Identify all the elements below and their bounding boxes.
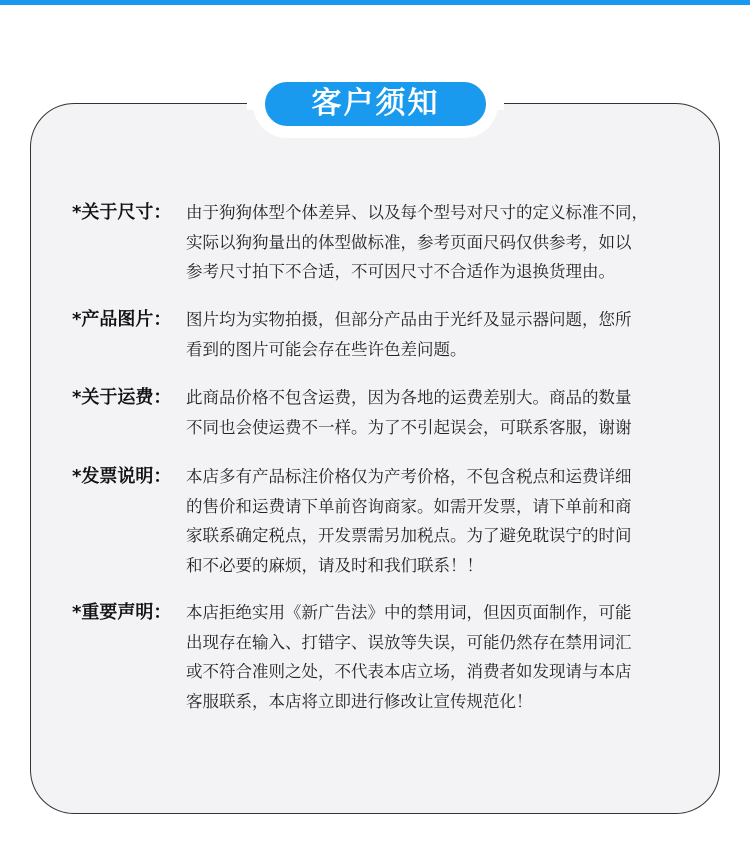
section-line: 本店拒绝实用《新广告法》中的禁用词，但因页面制作，可能	[186, 603, 632, 622]
section-body	[186, 383, 692, 442]
title-badge	[259, 76, 492, 132]
section-body	[186, 598, 692, 716]
section-line: 实际以狗狗量出的体型做标准，参考页面尺码仅供参考，如以	[186, 232, 632, 252]
section-shipping	[72, 383, 692, 442]
section-line: 和不必要的麻烦，请及时和我们联系！！	[186, 555, 483, 575]
section-line: 客服联系，本店将立即进行修改让宣传规范化！	[186, 691, 533, 711]
section-invoice	[72, 462, 692, 580]
section-line: 或不符合准则之处，不代表本店立场，消费者如发现请与本店	[186, 662, 632, 681]
section-product-images	[72, 305, 692, 364]
section-size	[72, 198, 692, 287]
section-line: 的售价和运费请下单前咨询商家。如需开发票，请下单前和商	[186, 496, 632, 516]
section-line: 此商品价格不包含运费，因为各地的运费差别大。商品的数量	[186, 388, 632, 407]
section-body	[186, 462, 692, 580]
top-accent-bar	[0, 0, 750, 5]
section-line: 图片均为实物拍摄，但部分产品由于光纤及显示器问题，您所	[186, 310, 632, 329]
section-label: *关于运费：	[72, 387, 172, 408]
section-line: 出现存在输入、打错字、误放等失误，可能仍然存在禁用词汇	[186, 632, 632, 652]
section-label: *发票说明：	[72, 466, 172, 487]
section-label: *关于尺寸：	[72, 202, 172, 223]
section-label: *重要声明：	[72, 602, 172, 623]
section-body	[186, 305, 692, 364]
section-line: 本店多有产品标注价格仅为产考价格，不包含税点和运费详细	[186, 467, 632, 486]
section-line: 不同也会使运费不一样。为了不引起误会，可联系客服，谢谢	[186, 417, 632, 437]
section-line: 由于狗狗体型个体差异、以及每个型号对尺寸的定义标准不同，	[186, 203, 648, 222]
page-title: 客户须知	[311, 86, 440, 121]
section-line: 看到的图片可能会存在些许色差问题。	[186, 339, 467, 359]
section-disclaimer	[72, 598, 692, 716]
section-label: *产品图片：	[72, 309, 172, 330]
section-line: 参考尺寸拍下不合适，不可因尺寸不合适作为退换货理由。	[186, 262, 615, 281]
section-body	[186, 198, 692, 287]
section-line: 家联系确定税点，开发票需另加税点。为了避免耽误宁的时间	[186, 526, 632, 545]
